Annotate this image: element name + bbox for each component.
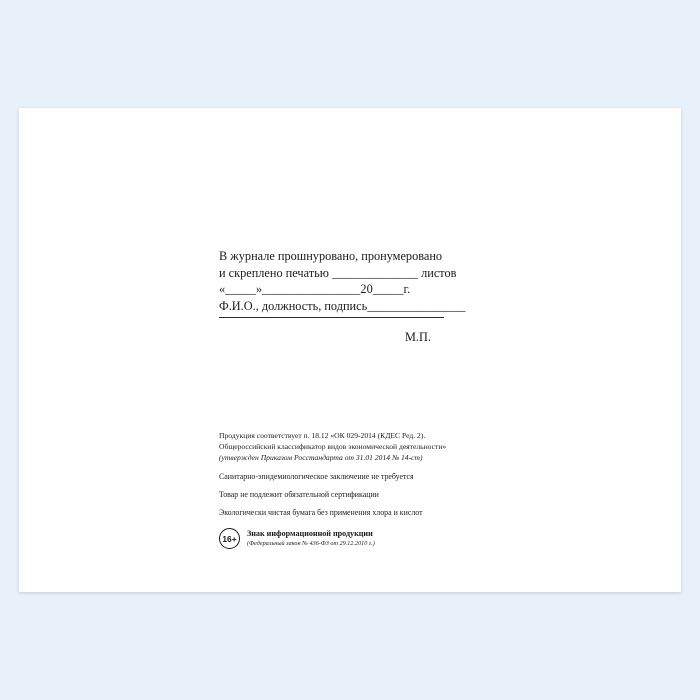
information-product-mark (219, 528, 549, 549)
certification-line-4: Ф.И.О., должность, подпись________________ (219, 298, 466, 313)
legal-heading-line-3: (утвержден Приказом Росстандарта от 31.01 2014 № 14-ст) (219, 453, 423, 462)
mark-subtitle: (Федеральный закон № 436-ФЗ от 29.12.2010 г.) (247, 539, 375, 547)
seal-mark: М.П. (405, 330, 431, 344)
mark-text (247, 529, 375, 548)
certification-line-3: «_____»________________20_____г. (219, 282, 411, 297)
certification-line-2: и скреплено печатью ______________ листов (219, 265, 457, 280)
legal-item-certification: Товар не подлежит обязательной сертификации (219, 490, 379, 499)
certification-block (219, 248, 519, 318)
age-rating-icon: 16+ (219, 528, 240, 549)
legal-block (219, 430, 549, 549)
legal-item-ecology: Экологически чистая бумага без применения хлора и кислот (219, 508, 423, 517)
legal-heading-line-2: Общероссийский классификатор видов экономической деятельности» (219, 442, 447, 451)
document-sheet (19, 108, 681, 592)
mark-title: Знак информационной продукции (247, 529, 373, 539)
legal-heading-line-1: Продукция соответствует п. 18.12 «ОК 029-2014 (КДЕС Ред. 2). (219, 431, 426, 440)
document-page (19, 108, 681, 592)
signature-rule (219, 316, 444, 318)
certification-line-1: В журнале прошнуровано, пронумеровано (219, 249, 443, 263)
legal-heading (219, 430, 549, 463)
legal-item-sanitary: Санитарно-эпидемиологическое заключение не требуется (219, 472, 414, 481)
